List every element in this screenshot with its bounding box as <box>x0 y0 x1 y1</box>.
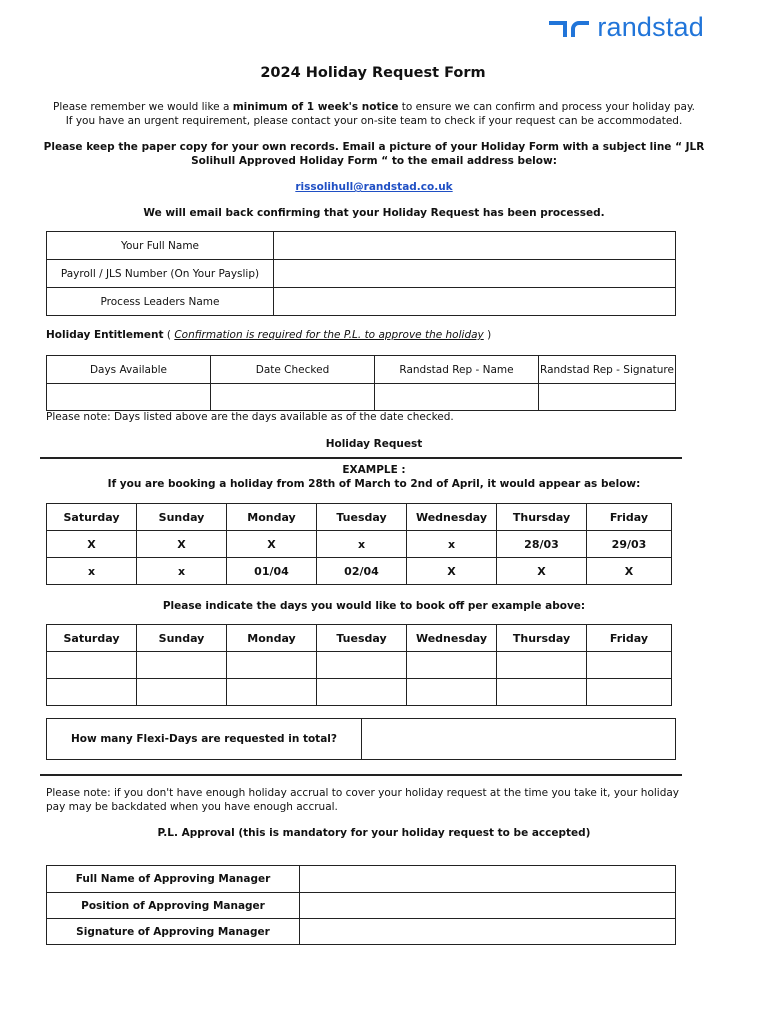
field-label: Full Name of Approving Manager <box>47 866 300 893</box>
day-header: Monday <box>227 625 317 652</box>
table-row <box>47 531 672 558</box>
day-header: Saturday <box>47 504 137 531</box>
brand-name: randstad <box>597 12 704 42</box>
request-cell[interactable] <box>587 652 672 679</box>
example-description: If you are booking a holiday from 28th of March to 2nd of April, it would appear as below: <box>107 478 641 490</box>
example-cell: X <box>587 558 672 585</box>
column-header: Date Checked <box>211 356 375 384</box>
randstad-logo <box>547 12 704 43</box>
day-header: Friday <box>587 504 672 531</box>
example-cell: x <box>407 531 497 558</box>
day-header: Tuesday <box>317 625 407 652</box>
day-header: Friday <box>587 625 672 652</box>
day-header: Sunday <box>137 504 227 531</box>
day-header: Wednesday <box>407 625 497 652</box>
payroll-number-input[interactable] <box>274 260 676 288</box>
flexi-days-question: How many Flexi-Days are requested in total? <box>47 719 362 759</box>
intro-line-1: Please remember we would like a minimum of 1 week's notice to ensure we can confirm and process your holiday pay. <box>52 101 696 113</box>
example-cell: 02/04 <box>317 558 407 585</box>
day-header: Monday <box>227 504 317 531</box>
example-cell: x <box>137 558 227 585</box>
randstad-logo-icon <box>547 17 591 39</box>
example-cell: 01/04 <box>227 558 317 585</box>
process-leader-input[interactable] <box>274 288 676 316</box>
field-label: Process Leaders Name <box>47 288 274 316</box>
request-cell[interactable] <box>497 679 587 706</box>
table-row <box>47 625 672 652</box>
example-table <box>46 503 672 585</box>
request-cell[interactable] <box>137 652 227 679</box>
table-row <box>47 260 676 288</box>
request-days-table <box>46 624 672 706</box>
example-cell: X <box>47 531 137 558</box>
table-row <box>47 893 676 919</box>
instructions-line-1: Please keep the paper copy for your own records. Email a picture of your Holiday Form with a subject line “ JLR <box>43 141 705 153</box>
example-cell: x <box>317 531 407 558</box>
personal-details-table <box>46 231 676 316</box>
table-row <box>47 504 672 531</box>
column-header: Randstad Rep - Signature <box>539 356 676 384</box>
day-header: Thursday <box>497 625 587 652</box>
example-cell: 28/03 <box>497 531 587 558</box>
days-available-input[interactable] <box>47 384 211 411</box>
day-header: Thursday <box>497 504 587 531</box>
request-cell[interactable] <box>407 679 497 706</box>
indicate-days-text: Please indicate the days you would like to book off per example above: <box>162 600 586 612</box>
column-header: Randstad Rep - Name <box>375 356 539 384</box>
accrual-note-line-1: Please note: if you don't have enough holiday accrual to cover your holiday request at the time you take it, your holiday <box>46 787 680 799</box>
request-cell[interactable] <box>497 652 587 679</box>
table-row <box>47 652 672 679</box>
flexi-days-input[interactable] <box>362 719 675 759</box>
manager-position-input[interactable] <box>300 893 676 919</box>
column-header: Days Available <box>47 356 211 384</box>
full-name-input[interactable] <box>274 232 676 260</box>
request-cell[interactable] <box>407 652 497 679</box>
date-checked-input[interactable] <box>211 384 375 411</box>
table-row <box>47 558 672 585</box>
day-header: Wednesday <box>407 504 497 531</box>
request-cell[interactable] <box>47 652 137 679</box>
table-row <box>47 288 676 316</box>
example-cell: X <box>407 558 497 585</box>
day-header: Saturday <box>47 625 137 652</box>
table-row <box>47 866 676 893</box>
entitlement-heading: Holiday Entitlement ( Confirmation is required for the P.L. to approve the holiday ) <box>46 329 492 341</box>
request-cell[interactable] <box>227 652 317 679</box>
approval-heading: P.L. Approval (this is mandatory for your holiday request to be accepted) <box>157 827 591 839</box>
holiday-request-heading: Holiday Request <box>325 438 423 450</box>
flexi-days-box <box>46 718 676 760</box>
table-row <box>47 384 676 411</box>
field-label: Payroll / JLS Number (On Your Payslip) <box>47 260 274 288</box>
instructions-line-2: Solihull Approved Holiday Form “ to the email address below: <box>191 155 557 167</box>
intro-line-2: If you have an urgent requirement, please contact your on-site team to check if your request can be accommodated. <box>65 115 683 127</box>
example-cell: 29/03 <box>587 531 672 558</box>
divider <box>40 774 682 776</box>
table-row <box>47 919 676 945</box>
divider <box>40 457 682 459</box>
request-cell[interactable] <box>227 679 317 706</box>
request-cell[interactable] <box>137 679 227 706</box>
entitlement-footnote: Please note: Days listed above are the days available as of the date checked. <box>46 411 454 423</box>
field-label: Signature of Approving Manager <box>47 919 300 945</box>
table-row <box>47 232 676 260</box>
manager-name-input[interactable] <box>300 866 676 893</box>
day-header: Tuesday <box>317 504 407 531</box>
entitlement-table <box>46 355 676 411</box>
field-label: Your Full Name <box>47 232 274 260</box>
request-cell[interactable] <box>317 679 407 706</box>
example-cell: X <box>137 531 227 558</box>
example-label: EXAMPLE : <box>342 464 406 476</box>
example-cell: X <box>227 531 317 558</box>
accrual-note-line-2: pay may be backdated when you have enough accrual. <box>46 801 338 813</box>
confirmation-text: We will email back confirming that your Holiday Request has been processed. <box>143 207 605 219</box>
example-cell: X <box>497 558 587 585</box>
request-cell[interactable] <box>587 679 672 706</box>
rep-signature-input[interactable] <box>539 384 676 411</box>
email-link[interactable]: rissolihull@randstad.co.uk <box>295 181 453 193</box>
day-header: Sunday <box>137 625 227 652</box>
request-cell[interactable] <box>317 652 407 679</box>
field-label: Position of Approving Manager <box>47 893 300 919</box>
manager-signature-input[interactable] <box>300 919 676 945</box>
example-cell: x <box>47 558 137 585</box>
entitlement-note: Confirmation is required for the P.L. to approve the holiday <box>174 329 484 341</box>
request-cell[interactable] <box>47 679 137 706</box>
form-title: 2024 Holiday Request Form <box>260 65 486 81</box>
table-row <box>47 356 676 384</box>
table-row <box>47 679 672 706</box>
rep-name-input[interactable] <box>375 384 539 411</box>
approval-table <box>46 865 676 945</box>
